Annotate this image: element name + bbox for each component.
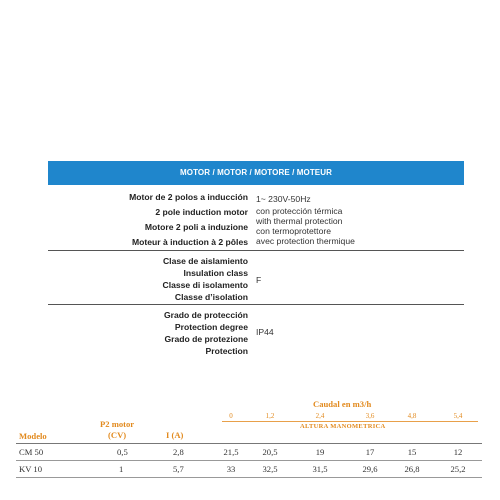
flow-label: Caudal en m3/h xyxy=(313,399,372,409)
row-divider xyxy=(16,477,482,478)
flow-value: 0 xyxy=(229,412,233,420)
row-model: CM 50 xyxy=(19,447,44,457)
row-head: 12 xyxy=(453,447,463,457)
spec-values xyxy=(248,190,355,250)
flow-value: 3,6 xyxy=(365,412,375,420)
power-unit: (CV) xyxy=(108,430,127,440)
row-head: 21,5 xyxy=(223,447,239,457)
power-header: P2 motor xyxy=(100,419,135,429)
spec-row-insulation xyxy=(48,251,464,305)
spec-value: 1~ 230V-50Hz xyxy=(256,194,311,204)
spec-value: avec protection thermique xyxy=(256,236,355,246)
spec-label: Grado de protección xyxy=(163,310,248,320)
motor-spec-table xyxy=(48,161,464,355)
flow-divider xyxy=(222,421,478,422)
spec-label: Classe d’isolation xyxy=(174,292,248,302)
spec-value: con protección térmica xyxy=(256,206,343,216)
spec-label: Clase de aislamiento xyxy=(162,256,248,266)
header-divider xyxy=(16,443,482,444)
row-head: 17 xyxy=(365,447,375,457)
row-head: 15 xyxy=(407,447,417,457)
row-current: 2,8 xyxy=(173,447,184,457)
flow-value: 2,4 xyxy=(315,412,325,420)
row-head: 26,8 xyxy=(404,464,420,474)
spec-label: Insulation class xyxy=(183,268,248,278)
spec-row-protection xyxy=(48,305,464,355)
head-label: ALTURA MANOMETRICA xyxy=(300,423,386,430)
row-current: 5,7 xyxy=(173,464,184,474)
spec-label: 2 pole induction motor xyxy=(155,207,248,217)
spec-label: Protection xyxy=(205,346,248,356)
spec-label: Moteur à induction à 2 pôles xyxy=(131,237,248,247)
row-head: 20,5 xyxy=(262,447,278,457)
row-head: 32,5 xyxy=(262,464,278,474)
spec-value: IP44 xyxy=(256,327,274,337)
flow-value: 5,4 xyxy=(453,412,463,420)
spec-label: Classe di isolamento xyxy=(162,280,248,290)
spec-labels xyxy=(48,309,248,355)
row-power: 0,5 xyxy=(117,447,128,457)
spec-row-motor-type xyxy=(48,185,464,251)
current-header: I (A) xyxy=(166,430,184,440)
spec-values xyxy=(248,309,274,355)
spec-labels xyxy=(48,190,248,250)
row-model: KV 10 xyxy=(19,464,42,474)
flow-value: 4,8 xyxy=(407,412,417,420)
row-head: 31,5 xyxy=(312,464,328,474)
spec-value: F xyxy=(256,274,262,285)
spec-labels xyxy=(48,255,248,304)
row-head: 33 xyxy=(226,464,236,474)
row-head: 29,6 xyxy=(362,464,378,474)
row-head: 25,2 xyxy=(450,464,466,474)
flow-value: 1,2 xyxy=(265,412,275,420)
spec-value: with thermal protection xyxy=(256,216,343,226)
row-power: 1 xyxy=(119,464,124,474)
spec-value: con termoprotettore xyxy=(256,226,331,236)
spec-label: Motor de 2 polos a inducción xyxy=(129,192,248,202)
model-header: Modelo xyxy=(19,431,47,441)
performance-table xyxy=(0,395,500,500)
spec-values xyxy=(248,255,261,304)
row-head: 19 xyxy=(315,447,325,457)
spec-label: Grado de protezione xyxy=(164,334,248,344)
row-divider xyxy=(16,460,482,461)
spec-label: Protection degree xyxy=(174,322,248,332)
spec-label: Motore 2 poli a induzione xyxy=(144,222,248,232)
motor-table-header: MOTOR / MOTOR / MOTORE / MOTEUR xyxy=(48,161,464,185)
